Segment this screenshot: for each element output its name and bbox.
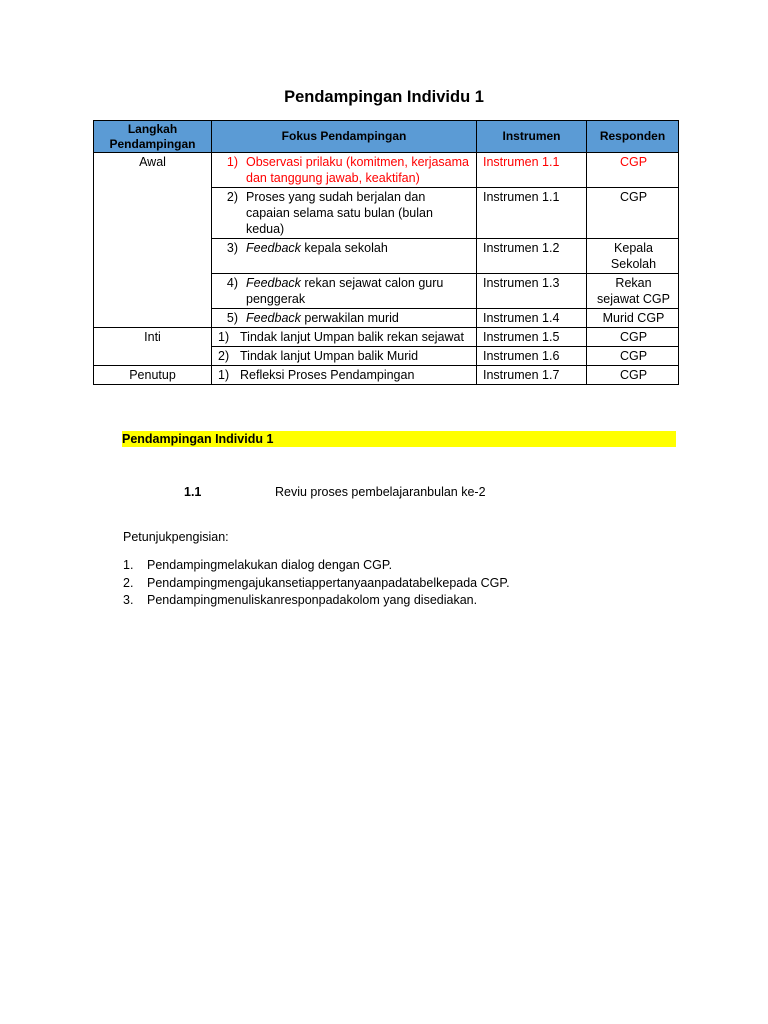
focus-text: perwakilan murid <box>300 311 399 325</box>
stage-cell: Inti <box>94 328 212 366</box>
item-number: 2) <box>218 349 230 363</box>
instrumen-cell: Instrumen 1.1 <box>477 188 587 239</box>
focus-cell <box>212 366 477 385</box>
list-number: 3. <box>123 593 134 607</box>
list-text: Pendampingmelakukan dialog dengan CGP. <box>147 558 393 572</box>
instrumen-cell: Instrumen 1.3 <box>477 274 587 309</box>
section-title: Reviu proses pembelajaranbulan ke-2 <box>275 485 486 499</box>
focus-cell <box>212 153 477 188</box>
focus-cell <box>212 188 477 239</box>
responden-cell: CGP <box>587 328 679 347</box>
list-number: 1. <box>123 558 134 572</box>
item-number: 1) <box>218 330 230 344</box>
table-row <box>94 153 679 188</box>
header-fokus: Fokus Pendampingan <box>212 121 477 153</box>
focus-cell <box>212 309 477 328</box>
list-item <box>123 575 510 593</box>
stage-cell: Awal <box>94 153 212 328</box>
responden-cell: CGP <box>587 153 679 188</box>
instrumen-cell: Instrumen 1.5 <box>477 328 587 347</box>
focus-cell <box>212 239 477 274</box>
focus-emphasis: Feedback <box>246 311 301 325</box>
mentoring-table <box>93 120 679 385</box>
list-number: 2. <box>123 575 134 590</box>
item-number: 2) <box>226 190 238 204</box>
focus-text: rekan sejawat calon guru penggerak <box>246 276 444 306</box>
item-number: 4) <box>226 276 238 290</box>
instructions-list <box>123 557 510 610</box>
highlighted-section-heading: Pendampingan Individu 1 <box>122 431 676 447</box>
focus-text: kepala sekolah <box>300 241 388 255</box>
instrumen-cell: Instrumen 1.1 <box>477 153 587 188</box>
table-row <box>94 366 679 385</box>
focus-emphasis: Feedback <box>246 276 301 290</box>
responden-cell: Murid CGP <box>587 309 679 328</box>
responden-cell: Kepala Sekolah <box>587 239 679 274</box>
list-text: Pendampingmengajukansetiappertanyaanpadatabelkepada CGP. <box>147 575 510 590</box>
item-number: 3) <box>226 241 238 255</box>
list-text: Pendampingmenuliskanresponpadakolom yang disediakan. <box>147 593 478 607</box>
responden-cell: CGP <box>587 188 679 239</box>
responden-cell: Rekan sejawat CGP <box>587 274 679 309</box>
instrumen-cell: Instrumen 1.7 <box>477 366 587 385</box>
header-instrumen: Instrumen <box>477 121 587 153</box>
stage-cell: Penutup <box>94 366 212 385</box>
focus-text: Proses yang sudah berjalan dan capaian selama satu bulan (bulan kedua) <box>246 190 433 236</box>
list-item <box>123 557 510 575</box>
instrumen-cell: Instrumen 1.2 <box>477 239 587 274</box>
item-number: 5) <box>226 311 238 325</box>
header-langkah: Langkah Pendampingan <box>94 121 212 153</box>
item-number: 1) <box>226 155 238 169</box>
focus-text: Tindak lanjut Umpan balik Murid <box>240 349 419 363</box>
table-header-row <box>94 121 679 153</box>
instrumen-cell: Instrumen 1.4 <box>477 309 587 328</box>
focus-text: Tindak lanjut Umpan balik rekan sejawat <box>240 330 464 344</box>
focus-text: Observasi prilaku (komitmen, kerjasama dan tanggung jawab, keaktifan) <box>246 155 469 185</box>
focus-cell <box>212 328 477 347</box>
responden-cell: CGP <box>587 347 679 366</box>
page-title: Pendampingan Individu 1 <box>284 88 484 106</box>
table-row <box>94 328 679 347</box>
focus-emphasis: Feedback <box>246 241 301 255</box>
instructions-label: Petunjukpengisian: <box>123 530 229 544</box>
focus-cell <box>212 274 477 309</box>
item-number: 1) <box>218 368 230 382</box>
instrumen-cell: Instrumen 1.6 <box>477 347 587 366</box>
focus-cell <box>212 347 477 366</box>
section-number: 1.1 <box>184 485 202 499</box>
list-item <box>123 592 510 610</box>
focus-text: Refleksi Proses Pendampingan <box>240 368 415 382</box>
header-responden: Responden <box>587 121 679 153</box>
responden-cell: CGP <box>587 366 679 385</box>
